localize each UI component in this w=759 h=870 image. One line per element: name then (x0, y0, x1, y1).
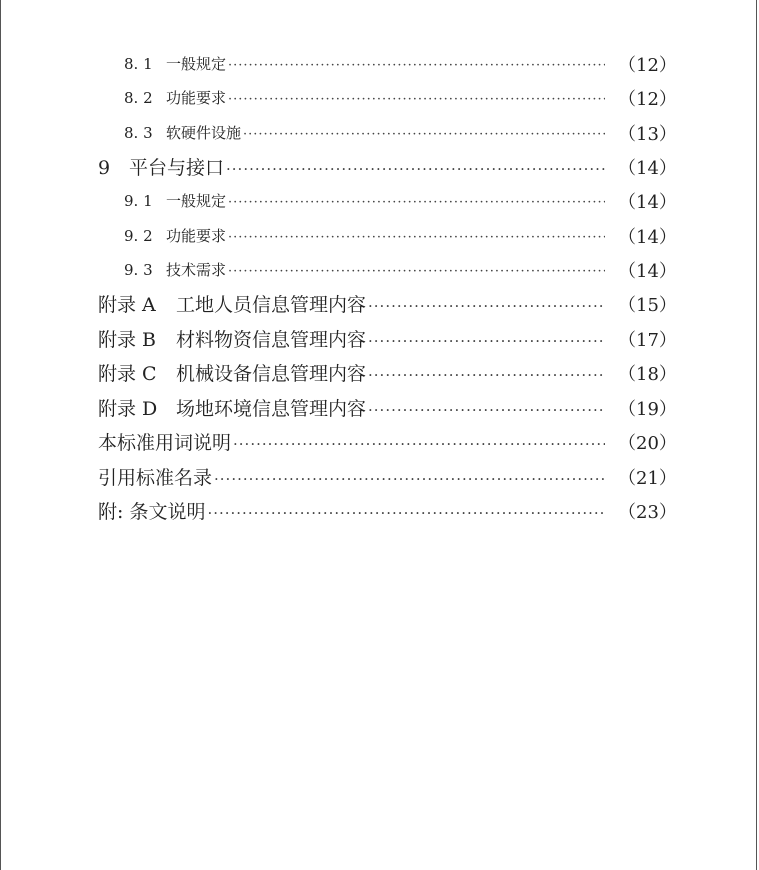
toc-entry-number: 8. 2 (124, 89, 153, 107)
toc-entry-title: 功能要求 (166, 227, 227, 245)
toc-entry-page: （19） (618, 399, 677, 420)
toc-entry-referenced-standards[interactable] (98, 463, 605, 490)
toc-entry-page: （14） (618, 227, 677, 248)
toc-dot-leader (243, 127, 605, 142)
toc-entry-number: 8. 3 (124, 124, 153, 142)
toc-entry-page: （12） (618, 55, 677, 76)
toc-entry-number: 9. 1 (124, 192, 153, 210)
toc-entry-title: 机械设备信息管理内容 (176, 363, 367, 385)
toc-entry-number: 8. 1 (124, 55, 153, 73)
toc-dot-leader (207, 504, 605, 522)
toc-entry-title: 场地环境信息管理内容 (176, 398, 367, 420)
toc-entry-appendix-c[interactable] (98, 359, 605, 386)
toc-entry-title: 工地人员信息管理内容 (176, 294, 367, 316)
toc-entry-page: （21） (618, 468, 677, 489)
toc-entry-number: 9. 2 (124, 227, 153, 245)
toc-entry-8-1[interactable] (124, 53, 605, 74)
toc-dot-leader (368, 297, 605, 315)
toc-entry-page: （14） (618, 158, 677, 179)
toc-entry-page: （18） (618, 364, 677, 385)
toc-entry-title: 附: 条文说明 (98, 501, 206, 523)
toc-entry-title: 功能要求 (166, 89, 227, 107)
toc-entry-page: （23） (618, 502, 677, 523)
toc-entry-title: 本标准用词说明 (98, 432, 232, 454)
toc-entry-appendix-d[interactable] (98, 394, 605, 421)
toc-entry-page: （15） (618, 295, 677, 316)
toc-entry-number: 9. 3 (124, 261, 153, 279)
toc-entry-number: 附录 B (98, 329, 157, 351)
toc-dot-leader (214, 470, 605, 488)
toc-entry-standard-wording[interactable] (98, 428, 605, 455)
toc-dot-leader (228, 92, 605, 107)
toc-dot-leader (228, 264, 605, 279)
toc-entry-number: 附录 D (98, 398, 158, 420)
toc-entry-title: 技术需求 (166, 261, 227, 279)
toc-entry-title: 一般规定 (166, 192, 227, 210)
toc-entry-page: （13） (618, 124, 677, 145)
toc-dot-leader (368, 366, 605, 384)
toc-entry-title: 引用标准名录 (98, 467, 213, 489)
toc-entry-page: （20） (618, 433, 677, 454)
toc-entry-number: 附录 A (98, 294, 156, 316)
toc-entry-title: 平台与接口 (129, 157, 225, 179)
toc-entry-title: 软硬件设施 (166, 124, 242, 142)
toc-entry-page: （12） (618, 89, 677, 110)
toc-dot-leader (226, 160, 605, 178)
toc-entry-title: 材料物资信息管理内容 (176, 329, 367, 351)
toc-entry-page: （14） (618, 261, 677, 282)
toc-entry-8-2[interactable] (124, 87, 605, 108)
toc-entry-page: （14） (618, 192, 677, 213)
toc-entry-9-2[interactable] (124, 225, 605, 246)
toc-dot-leader (228, 58, 605, 73)
toc-entry-number: 9 (98, 157, 111, 179)
toc-entry-appendix-a[interactable] (98, 290, 605, 317)
toc-dot-leader (233, 435, 605, 453)
toc-entry-chapter-9[interactable] (98, 153, 605, 180)
toc-entry-9-1[interactable] (124, 190, 605, 211)
toc-dot-leader (368, 332, 605, 350)
toc-dot-leader (228, 195, 605, 210)
toc-entry-9-3[interactable] (124, 259, 605, 280)
toc-dot-leader (228, 230, 605, 245)
toc-entry-appendix-b[interactable] (98, 325, 605, 352)
toc-entry-explanation[interactable] (98, 497, 605, 524)
toc-entry-number: 附录 C (98, 363, 157, 385)
toc-entry-page: （17） (618, 330, 677, 351)
toc-entry-title: 一般规定 (166, 55, 227, 73)
toc-entry-8-3[interactable] (124, 122, 605, 143)
toc-dot-leader (368, 401, 605, 419)
